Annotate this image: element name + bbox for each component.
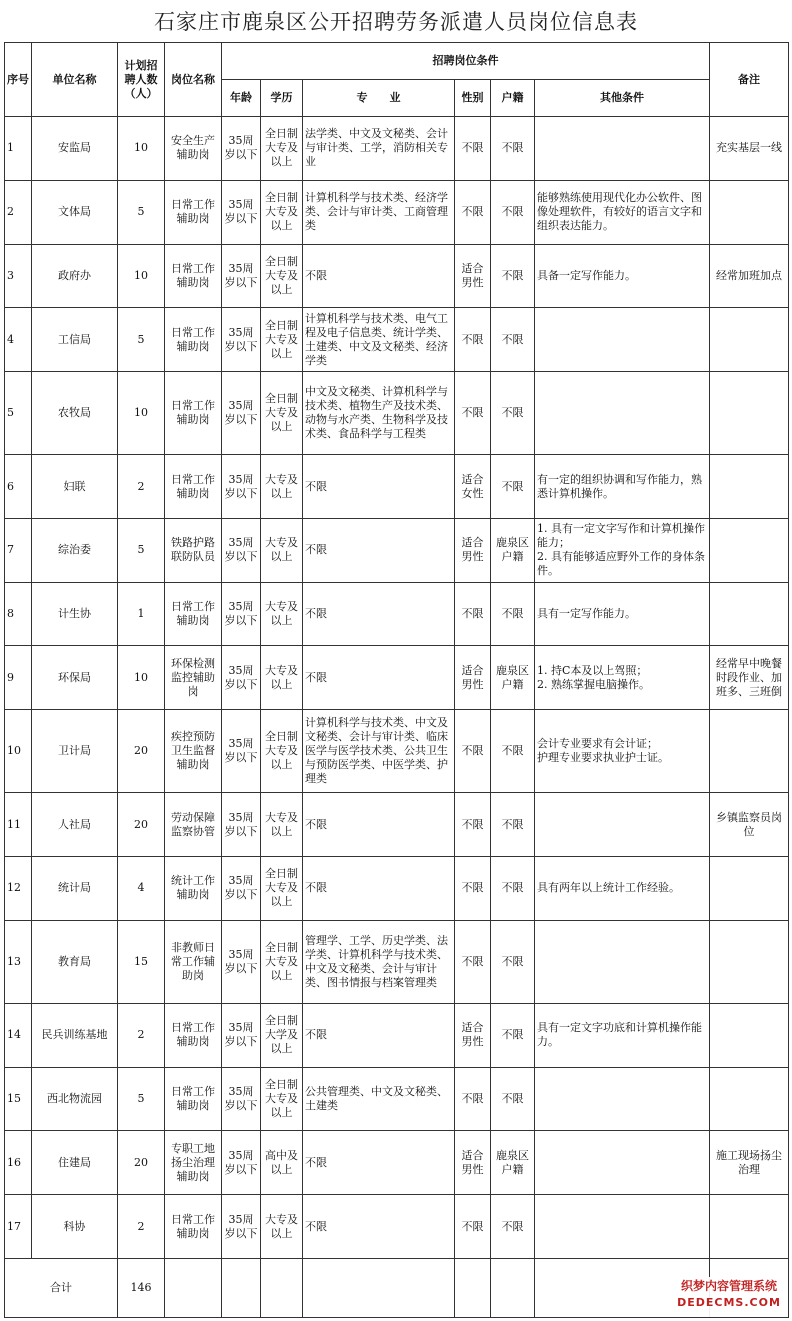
row-major: 公共管理类、中文及文秘类、土建类: [303, 1067, 455, 1131]
row-age: 35周岁以下: [222, 308, 261, 372]
row-seq: 6: [5, 455, 32, 519]
row-other-conditions: 具有一定文字功底和计算机操作能力。: [535, 1003, 710, 1067]
row-gender: 不限: [455, 117, 491, 181]
row-seq: 2: [5, 180, 32, 244]
row-seq: 15: [5, 1067, 32, 1131]
row-unit: 教育局: [32, 920, 118, 1003]
row-education: 全日制大专及以上: [261, 117, 303, 181]
table-row: [5, 180, 789, 244]
row-hukou: 不限: [491, 1195, 535, 1259]
row-major: 不限: [303, 1131, 455, 1195]
row-major: 计算机科学与技术类、中文及文秘类、会计与审计类、临床医学与医学技术类、公共卫生与预防医学类、中医学类、护理类: [303, 710, 455, 793]
row-education: 大专及以上: [261, 582, 303, 646]
row-post: 疾控预防卫生监督辅助岗: [165, 710, 222, 793]
row-other-conditions: [535, 372, 710, 455]
watermark-logo: [670, 1277, 788, 1317]
total-empty-cell: [165, 1259, 222, 1318]
row-remark: 乡镇监察员岗位: [710, 793, 789, 857]
row-post: 非教师日常工作辅助岗: [165, 920, 222, 1003]
row-gender: 不限: [455, 180, 491, 244]
row-remark: [710, 1003, 789, 1067]
row-age: 35周岁以下: [222, 455, 261, 519]
row-education: 大专及以上: [261, 455, 303, 519]
row-major: 计算机科学与技术类、经济学类、会计与审计类、工商管理类: [303, 180, 455, 244]
table-row: [5, 1131, 789, 1195]
row-seq: 14: [5, 1003, 32, 1067]
row-post: 环保检测监控辅助岗: [165, 646, 222, 710]
row-age: 35周岁以下: [222, 857, 261, 921]
row-hukou: 不限: [491, 793, 535, 857]
row-education: 大专及以上: [261, 1195, 303, 1259]
watermark-text: 织梦内容管理系统: [680, 1279, 777, 1293]
row-gender: 不限: [455, 793, 491, 857]
row-education: 全日制大学及以上: [261, 1003, 303, 1067]
row-other-conditions: [535, 1131, 710, 1195]
row-major: 不限: [303, 646, 455, 710]
row-gender: 不限: [455, 308, 491, 372]
row-age: 35周岁以下: [222, 1195, 261, 1259]
table-row: [5, 793, 789, 857]
row-gender: 不限: [455, 1067, 491, 1131]
row-education: 全日制大专及以上: [261, 710, 303, 793]
table-row: [5, 920, 789, 1003]
row-post: 日常工作辅助岗: [165, 180, 222, 244]
row-gender: 适合男性: [455, 1131, 491, 1195]
row-education: 大专及以上: [261, 793, 303, 857]
row-plan-count: 20: [118, 793, 165, 857]
row-hukou: 不限: [491, 372, 535, 455]
table-row: [5, 372, 789, 455]
row-remark: 经常加班加点: [710, 244, 789, 308]
row-unit: 住建局: [32, 1131, 118, 1195]
row-gender: 不限: [455, 372, 491, 455]
row-other-conditions: [535, 793, 710, 857]
row-other-conditions: 有一定的组织协调和写作能力，熟悉计算机操作。: [535, 455, 710, 519]
row-major: 不限: [303, 1195, 455, 1259]
row-hukou: 鹿泉区户籍: [491, 518, 535, 582]
table-row: [5, 646, 789, 710]
row-major: 法学类、中文及文秘类、会计与审计类、工学，消防相关专业: [303, 117, 455, 181]
row-remark: [710, 710, 789, 793]
header-hukou: 户籍: [491, 80, 535, 117]
row-post: 安全生产辅助岗: [165, 117, 222, 181]
row-seq: 8: [5, 582, 32, 646]
row-plan-count: 20: [118, 1131, 165, 1195]
row-seq: 12: [5, 857, 32, 921]
row-hukou: 鹿泉区户籍: [491, 1131, 535, 1195]
header-conditions: 招聘岗位条件: [222, 43, 710, 80]
row-unit: 妇联: [32, 455, 118, 519]
row-education: 大专及以上: [261, 646, 303, 710]
row-gender: 适合男性: [455, 646, 491, 710]
row-unit: 民兵训练基地: [32, 1003, 118, 1067]
row-age: 35周岁以下: [222, 518, 261, 582]
row-seq: 7: [5, 518, 32, 582]
header-age: 年龄: [222, 80, 261, 117]
row-remark: 施工现场扬尘治理: [710, 1131, 789, 1195]
row-hukou: 不限: [491, 582, 535, 646]
row-plan-count: 5: [118, 1067, 165, 1131]
row-major: 中文及文秘类、计算机科学与技术类、植物生产及技术类、动物与水产类、生物科学及技术类、食品科学与工程类: [303, 372, 455, 455]
row-hukou: 不限: [491, 180, 535, 244]
row-post: 日常工作辅助岗: [165, 455, 222, 519]
row-unit: 科协: [32, 1195, 118, 1259]
row-post: 铁路护路联防队员: [165, 518, 222, 582]
row-seq: 17: [5, 1195, 32, 1259]
row-seq: 4: [5, 308, 32, 372]
row-major: 不限: [303, 1003, 455, 1067]
row-other-conditions: 具备一定写作能力。: [535, 244, 710, 308]
row-remark: 经常早中晚餐时段作业、加班多、三班倒: [710, 646, 789, 710]
row-other-conditions: [535, 1195, 710, 1259]
table-row: [5, 1067, 789, 1131]
row-remark: [710, 518, 789, 582]
row-remark: [710, 857, 789, 921]
row-unit: 安监局: [32, 117, 118, 181]
row-major: 不限: [303, 244, 455, 308]
row-hukou: 不限: [491, 857, 535, 921]
row-post: 日常工作辅助岗: [165, 582, 222, 646]
row-unit: 环保局: [32, 646, 118, 710]
table-row: [5, 1195, 789, 1259]
row-gender: 不限: [455, 857, 491, 921]
table-body: [5, 117, 789, 1259]
row-other-conditions: 1. 持C本及以上驾照； 2. 熟练掌握电脑操作。: [535, 646, 710, 710]
table-row: [5, 244, 789, 308]
row-plan-count: 2: [118, 1003, 165, 1067]
row-hukou: 不限: [491, 710, 535, 793]
row-hukou: 不限: [491, 244, 535, 308]
total-empty-cell: [222, 1259, 261, 1318]
row-unit: 统计局: [32, 857, 118, 921]
row-major: 不限: [303, 857, 455, 921]
row-seq: 9: [5, 646, 32, 710]
header-edu: 学历: [261, 80, 303, 117]
header-seq: 序号: [5, 43, 32, 117]
row-post: 日常工作辅助岗: [165, 308, 222, 372]
row-post: 专职工地扬尘治理辅助岗: [165, 1131, 222, 1195]
row-unit: 人社局: [32, 793, 118, 857]
row-other-conditions: 会计专业要求有会计证； 护理专业要求执业护士证。: [535, 710, 710, 793]
total-empty-cell: [455, 1259, 491, 1318]
row-other-conditions: [535, 920, 710, 1003]
header-remark: 备注: [710, 43, 789, 117]
row-post: 日常工作辅助岗: [165, 1003, 222, 1067]
row-unit: 农牧局: [32, 372, 118, 455]
row-plan-count: 5: [118, 518, 165, 582]
row-other-conditions: 1. 具有一定文字写作和计算机操作能力； 2. 具有能够适应野外工作的身体条件。: [535, 518, 710, 582]
row-plan-count: 20: [118, 710, 165, 793]
row-gender: 适合男性: [455, 518, 491, 582]
row-hukou: 不限: [491, 1003, 535, 1067]
row-seq: 13: [5, 920, 32, 1003]
recruitment-table: [4, 42, 789, 1318]
row-hukou: 不限: [491, 455, 535, 519]
row-hukou: 不限: [491, 117, 535, 181]
row-seq: 11: [5, 793, 32, 857]
row-age: 35周岁以下: [222, 646, 261, 710]
header-plan: 计划招聘人数（人）: [118, 43, 165, 117]
row-remark: [710, 582, 789, 646]
row-education: 全日制大专及以上: [261, 372, 303, 455]
row-other-conditions: 能够熟练使用现代化办公软件、图像处理软件，有较好的语言文字和组织表达能力。: [535, 180, 710, 244]
table-row: [5, 857, 789, 921]
row-age: 35周岁以下: [222, 1131, 261, 1195]
table-row: [5, 308, 789, 372]
row-other-conditions: 具有一定写作能力。: [535, 582, 710, 646]
row-plan-count: 2: [118, 455, 165, 519]
header-other: 其他条件: [535, 80, 710, 117]
row-age: 35周岁以下: [222, 710, 261, 793]
row-unit: 综治委: [32, 518, 118, 582]
row-age: 35周岁以下: [222, 180, 261, 244]
row-age: 35周岁以下: [222, 793, 261, 857]
row-hukou: 鹿泉区户籍: [491, 646, 535, 710]
row-remark: [710, 1067, 789, 1131]
row-major: 不限: [303, 455, 455, 519]
header-post: 岗位名称: [165, 43, 222, 117]
row-education: 大专及以上: [261, 518, 303, 582]
row-remark: [710, 180, 789, 244]
row-post: 日常工作辅助岗: [165, 1067, 222, 1131]
total-num: 146: [118, 1259, 165, 1318]
row-major: 管理学、工学、历史学类、法学类、计算机科学与技术类、中文及文秘类、会计与审计类、图书情报与档案管理类: [303, 920, 455, 1003]
row-post: 统计工作辅助岗: [165, 857, 222, 921]
header-major: 专 业: [303, 80, 455, 117]
table-row: [5, 710, 789, 793]
row-age: 35周岁以下: [222, 1067, 261, 1131]
total-empty-cell: [261, 1259, 303, 1318]
row-major: 不限: [303, 518, 455, 582]
row-major: 计算机科学与技术类、电气工程及电子信息类、统计学类、土建类、中文及文秘类、经济学类: [303, 308, 455, 372]
table-row: [5, 1003, 789, 1067]
row-age: 35周岁以下: [222, 372, 261, 455]
row-plan-count: 5: [118, 180, 165, 244]
row-plan-count: 10: [118, 646, 165, 710]
row-education: 全日制大专及以上: [261, 857, 303, 921]
row-age: 35周岁以下: [222, 117, 261, 181]
row-education: 全日制大专及以上: [261, 308, 303, 372]
row-major: 不限: [303, 793, 455, 857]
row-remark: [710, 920, 789, 1003]
row-education: 全日制大专及以上: [261, 920, 303, 1003]
row-remark: [710, 308, 789, 372]
row-age: 35周岁以下: [222, 920, 261, 1003]
row-post: 劳动保障监察协管: [165, 793, 222, 857]
row-plan-count: 2: [118, 1195, 165, 1259]
row-hukou: 不限: [491, 1067, 535, 1131]
row-age: 35周岁以下: [222, 582, 261, 646]
row-education: 全日制大专及以上: [261, 1067, 303, 1131]
row-seq: 10: [5, 710, 32, 793]
row-unit: 文体局: [32, 180, 118, 244]
total-empty-cell: [491, 1259, 535, 1318]
table-row: [5, 455, 789, 519]
row-unit: 政府办: [32, 244, 118, 308]
row-plan-count: 1: [118, 582, 165, 646]
row-plan-count: 4: [118, 857, 165, 921]
row-plan-count: 10: [118, 117, 165, 181]
row-gender: 不限: [455, 582, 491, 646]
row-seq: 16: [5, 1131, 32, 1195]
row-seq: 3: [5, 244, 32, 308]
row-remark: [710, 455, 789, 519]
row-unit: 西北物流园: [32, 1067, 118, 1131]
header-gender: 性别: [455, 80, 491, 117]
row-gender: 不限: [455, 1195, 491, 1259]
row-seq: 1: [5, 117, 32, 181]
row-age: 35周岁以下: [222, 244, 261, 308]
row-hukou: 不限: [491, 920, 535, 1003]
page-title: 石家庄市鹿泉区公开招聘劳务派遣人员岗位信息表: [154, 10, 638, 34]
row-gender: 适合女性: [455, 455, 491, 519]
header-unit: 单位名称: [32, 43, 118, 117]
row-gender: 不限: [455, 710, 491, 793]
row-remark: 充实基层一线: [710, 117, 789, 181]
row-education: 高中及以上: [261, 1131, 303, 1195]
table-row: [5, 582, 789, 646]
row-post: 日常工作辅助岗: [165, 244, 222, 308]
row-seq: 5: [5, 372, 32, 455]
row-gender: 适合男性: [455, 244, 491, 308]
row-education: 全日制大专及以上: [261, 180, 303, 244]
row-post: 日常工作辅助岗: [165, 372, 222, 455]
table-row: [5, 518, 789, 582]
row-education: 全日制大专及以上: [261, 244, 303, 308]
row-remark: [710, 372, 789, 455]
row-plan-count: 5: [118, 308, 165, 372]
row-gender: 不限: [455, 920, 491, 1003]
row-post: 日常工作辅助岗: [165, 1195, 222, 1259]
row-remark: [710, 1195, 789, 1259]
row-other-conditions: 具有两年以上统计工作经验。: [535, 857, 710, 921]
watermark-domain: DEDECMS.COM: [677, 1296, 781, 1309]
row-other-conditions: [535, 1067, 710, 1131]
row-unit: 工信局: [32, 308, 118, 372]
row-gender: 适合男性: [455, 1003, 491, 1067]
row-plan-count: 10: [118, 372, 165, 455]
total-empty-cell: [303, 1259, 455, 1318]
row-major: 不限: [303, 582, 455, 646]
row-unit: 计生协: [32, 582, 118, 646]
table-row: [5, 117, 789, 181]
row-unit: 卫计局: [32, 710, 118, 793]
total-label: 合计: [5, 1259, 118, 1318]
row-plan-count: 10: [118, 244, 165, 308]
row-other-conditions: [535, 117, 710, 181]
row-plan-count: 15: [118, 920, 165, 1003]
row-other-conditions: [535, 308, 710, 372]
row-age: 35周岁以下: [222, 1003, 261, 1067]
row-hukou: 不限: [491, 308, 535, 372]
